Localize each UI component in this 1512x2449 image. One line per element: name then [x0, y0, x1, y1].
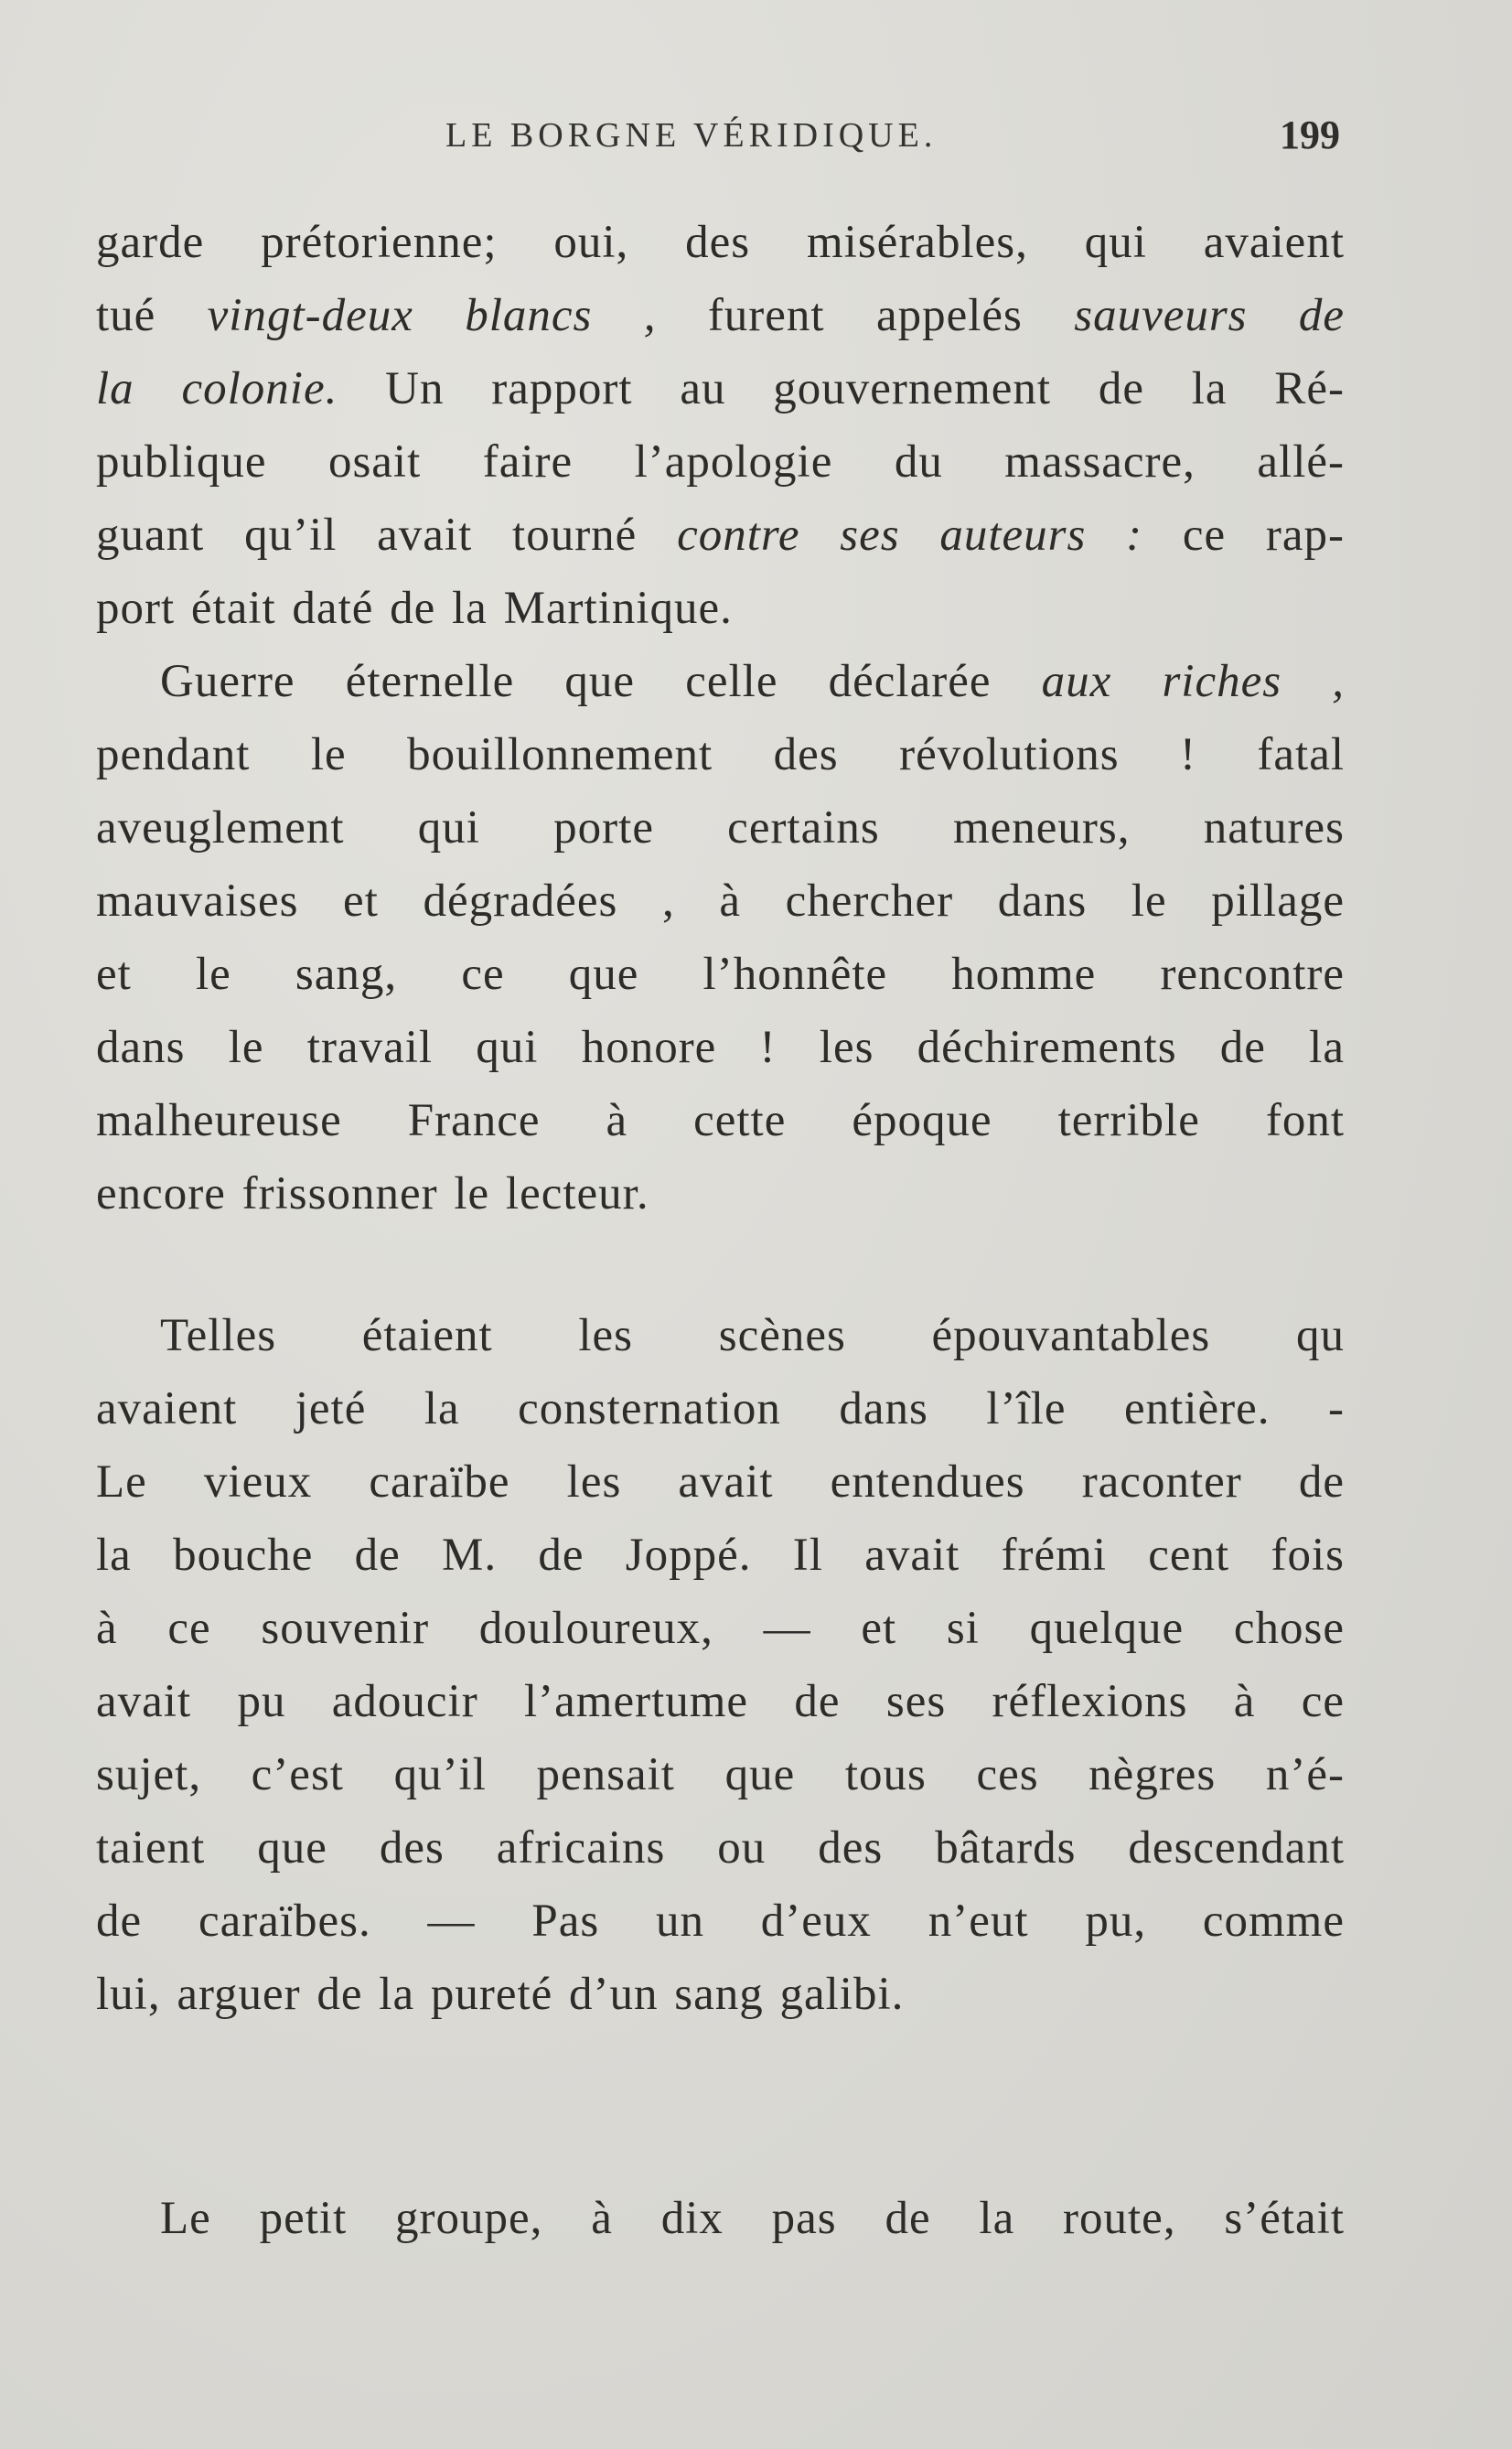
italic-run: aux riches , [1041, 656, 1345, 707]
text-line: avait pu adoucir l’amertume de ses réflexions à ce [96, 1676, 1345, 1727]
text-run: ce rap- [1142, 510, 1345, 561]
text-run: guant qu’il avait tourné [96, 510, 678, 561]
text-line: avaient jeté la consternation dans l’île entière. - [96, 1383, 1345, 1434]
paragraph-block-3 [96, 2182, 1345, 2255]
text-line: encore frissonner le lecteur. [96, 1168, 649, 1219]
text-run: furent appelés [656, 290, 1075, 341]
text-line: Le vieux caraïbe les avait entendues raconter de [96, 1456, 1345, 1508]
text-line [96, 279, 1345, 352]
running-title: LE BORGNE VÉRIDIQUE. [445, 116, 938, 155]
text-line: de caraïbes. — Pas un d’eux n’eut pu, comme [96, 1896, 1345, 1947]
text-run: Un rapport au gouvernement de la Ré- [338, 363, 1345, 414]
text-line: aveuglement qui porte certains meneurs, natures [96, 802, 1345, 854]
text-line: et le sang, ce que l’honnête homme rencontre [96, 949, 1345, 1000]
paragraph-block-2 [96, 1299, 1345, 2031]
text-run: Guerre éternelle que celle déclarée [160, 656, 1042, 707]
italic-run: sauveurs de [1074, 290, 1346, 341]
page-number: 199 [1280, 113, 1340, 157]
text-line: malheureuse France à cette époque terrible font [96, 1095, 1345, 1146]
text-line: Telles étaient les scènes épouvantables qu [160, 1310, 1345, 1361]
text-line: pendant le bouillonnement des révolutions ! fatal [96, 729, 1345, 780]
paragraph-block-1 [96, 206, 1345, 1230]
italic-run: vingt-deux blancs , [207, 290, 657, 341]
text-line: garde prétorienne; oui, des misérables, qui avaient [96, 217, 1345, 268]
text-line: lui, arguer de la pureté d’un sang galibi. [96, 1969, 905, 2020]
text-line: mauvaises et dégradées , à chercher dans le pillage [96, 875, 1345, 927]
italic-run: contre ses auteurs : [677, 510, 1143, 561]
text-line: dans le travail qui honore ! les déchirements de la [96, 1022, 1345, 1073]
text-line: sujet, c’est qu’il pensait que tous ces nègres n’é- [96, 1749, 1345, 1800]
text-line: à ce souvenir douloureux, — et si quelque chose [96, 1603, 1345, 1654]
text-line: publique osait faire l’apologie du massacre, allé- [96, 436, 1345, 488]
text-line [96, 352, 1345, 425]
text-line: taient que des africains ou des bâtards descendant [96, 1822, 1345, 1874]
running-head [96, 108, 1340, 163]
text-line: la bouche de M. de Joppé. Il avait frémi cent fois [96, 1530, 1345, 1581]
text-line: port était daté de la Martinique. [96, 583, 733, 634]
italic-run: la colonie. [96, 363, 338, 414]
text-line [96, 499, 1345, 572]
text-line [96, 645, 1345, 718]
text-line: Le petit groupe, à dix pas de la route, s’était [160, 2193, 1345, 2244]
text-run: tué [96, 290, 208, 341]
